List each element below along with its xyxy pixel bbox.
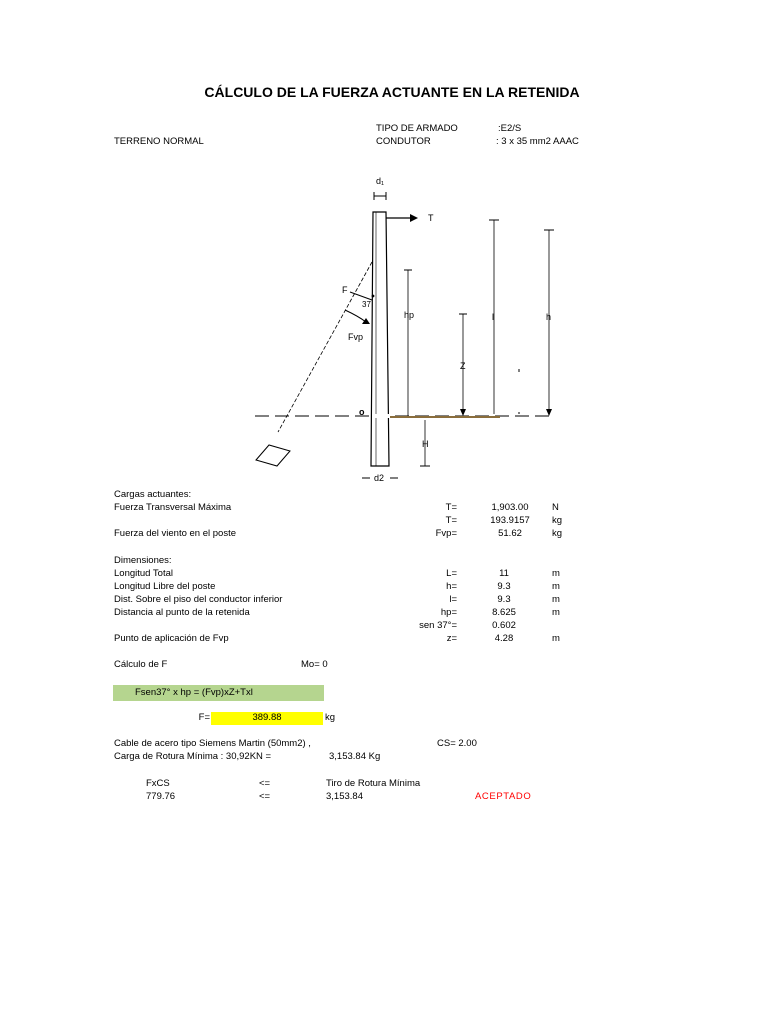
cable-description: Cable de acero tipo Siemens Martin (50mm2) ,	[114, 738, 311, 749]
dim-row-value: 4.28	[494, 633, 514, 644]
t-label: T	[428, 213, 434, 223]
guy-wire	[278, 262, 372, 432]
cargas-row-value: 193.9157	[490, 515, 530, 526]
tiro-header: Tiro de Rotura Mínima	[326, 778, 421, 789]
fvp-arrow	[345, 310, 366, 322]
cargas-row-value: 51.62	[498, 528, 522, 539]
hp-label: hp	[404, 310, 415, 320]
cargas-row-unit: kg	[552, 528, 563, 539]
page-title: CÁLCULO DE LA FUERZA ACTUANTE EN LA RETENIDA	[204, 84, 580, 100]
d2-label: d2	[374, 473, 385, 483]
dimensiones-heading: Dimensiones:	[114, 555, 172, 566]
dim-row-symbol: z=	[446, 633, 457, 644]
cargas-row-label: Fuerza del viento en el poste	[114, 528, 236, 539]
cargas-row-label: Fuerza Transversal Máxima	[114, 502, 232, 513]
cargas-row-unit: N	[552, 502, 559, 513]
dim-row-unit: m	[552, 594, 560, 605]
cargas-row-symbol: T=	[445, 515, 457, 526]
f-result-value: 389.88	[252, 712, 282, 723]
dim-row-symbol: l=	[449, 594, 457, 605]
dim-row-value: 11	[499, 568, 509, 579]
fxcs-value: 779.76	[146, 791, 176, 802]
formula-text: Fsen37° x hp = (Fvp)xZ+Txl	[135, 687, 253, 698]
rotura-label: Carga de Rotura Mínima : 30,92KN =	[114, 751, 272, 762]
armado-value: :E2/S	[498, 123, 522, 134]
dim-row-value: 9.3	[497, 594, 511, 605]
cargas-row-symbol: T=	[445, 502, 457, 513]
cargas-heading: Cargas actuantes:	[114, 489, 192, 500]
f-result-unit: kg	[325, 712, 336, 723]
burial-label: H	[422, 439, 429, 449]
dim-row-unit: m	[552, 568, 560, 579]
dim-row-label: Longitud Total	[114, 568, 173, 579]
cs-value: CS= 2.00	[437, 738, 477, 749]
cargas-row-unit: kg	[552, 515, 563, 526]
fvp-label: Fvp	[348, 332, 364, 342]
angle-label: 37	[362, 300, 371, 309]
rotura-value: 3,153.84 Kg	[329, 751, 381, 762]
fxcs-header: FxCS	[146, 778, 170, 789]
mo-label: Mo= 0	[301, 659, 328, 670]
calculo-label: Cálculo de F	[114, 659, 168, 670]
conductor-label: CONDUTOR	[376, 136, 431, 147]
f-label: F	[342, 285, 348, 295]
dim-row-symbol: sen 37°=	[419, 620, 457, 631]
pole	[371, 212, 389, 466]
terrain-label: TERRENO NORMAL	[114, 136, 204, 147]
cargas-row-symbol: Fvp=	[435, 528, 457, 539]
origin-label: o	[359, 407, 365, 417]
d1-label: d₁	[376, 176, 385, 186]
f-result-label: F=	[198, 712, 210, 723]
pole-ground-gap	[372, 414, 390, 418]
dim-row-symbol: hp=	[440, 607, 457, 618]
cargas-row-value: 1,903.00	[491, 502, 529, 513]
dim-row-value: 9.3	[497, 581, 511, 592]
operator-header: <=	[259, 778, 271, 789]
dim-row-label: Dist. Sobre el piso del conductor inferior	[114, 594, 283, 605]
dim-row-unit: m	[552, 633, 560, 644]
armado-label: TIPO DE ARMADO	[376, 123, 458, 134]
dim-row-label: Punto de aplicación de Fvp	[114, 633, 229, 644]
result-status: ACEPTADO	[475, 791, 532, 802]
dim-row-value: 8.625	[492, 607, 516, 618]
dim-row-value: 0.602	[492, 620, 516, 631]
operator-value: <=	[259, 791, 271, 802]
dim-row-unit: m	[552, 607, 560, 618]
dim-row-label: Longitud Libre del poste	[114, 581, 216, 592]
l-label: l	[492, 312, 494, 322]
tiro-value: 3,153.84	[326, 791, 363, 802]
anchor-block	[256, 445, 290, 466]
z-label: Z	[460, 361, 466, 371]
dim-row-unit: m	[552, 581, 560, 592]
dim-row-symbol: h=	[446, 581, 457, 592]
dim-row-symbol: L=	[446, 568, 457, 579]
dim-row-label: Distancia al punto de la retenida	[114, 607, 250, 618]
h-label: h	[546, 312, 552, 322]
conductor-value: : 3 x 35 mm2 AAAC	[496, 136, 579, 147]
